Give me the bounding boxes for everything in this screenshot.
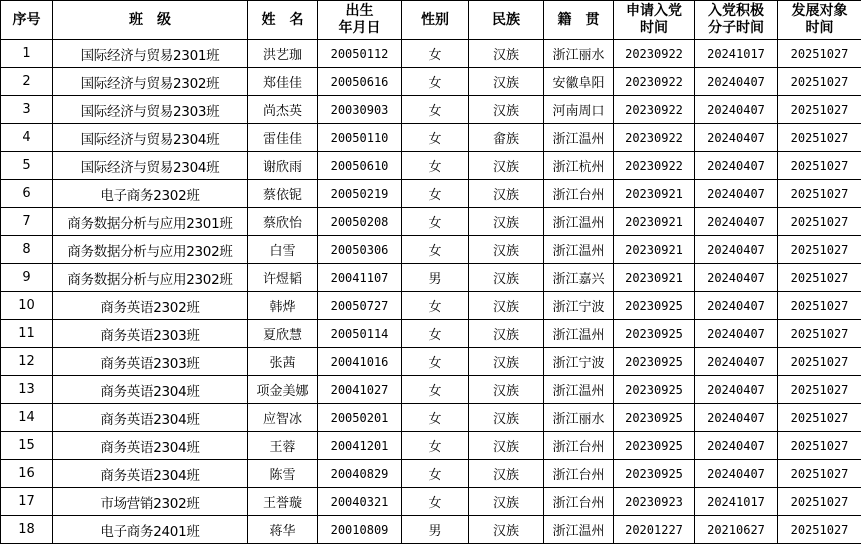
- header-activist-line1: 入党积极: [708, 3, 764, 19]
- table-row: [1, 376, 861, 404]
- cell-ethnicity: 汉族: [469, 516, 544, 544]
- cell-birth: 20050201: [318, 404, 402, 432]
- cell-gender: 女: [402, 208, 469, 236]
- cell-index: 17: [1, 488, 53, 516]
- cell-gender: 女: [402, 96, 469, 124]
- cell-activist-date: 20240407: [695, 432, 778, 460]
- cell-develop-date: 20251027: [778, 348, 861, 376]
- cell-gender: 女: [402, 152, 469, 180]
- cell-ethnicity: 汉族: [469, 376, 544, 404]
- header-apply: [614, 1, 695, 40]
- cell-origin: 浙江温州: [544, 208, 614, 236]
- table-row: [1, 404, 861, 432]
- cell-name: 许煜韬: [248, 264, 318, 292]
- cell-birth: 20050110: [318, 124, 402, 152]
- cell-apply-date: 20230922: [614, 124, 695, 152]
- cell-activist-date: 20240407: [695, 376, 778, 404]
- cell-class: 国际经济与贸易2303班: [53, 96, 248, 124]
- cell-apply-date: 20230922: [614, 152, 695, 180]
- cell-index: 14: [1, 404, 53, 432]
- cell-name: 谢欣雨: [248, 152, 318, 180]
- table-row: [1, 180, 861, 208]
- cell-name: 蒋华: [248, 516, 318, 544]
- cell-apply-date: 20230922: [614, 96, 695, 124]
- cell-index: 6: [1, 180, 53, 208]
- cell-ethnicity: 汉族: [469, 68, 544, 96]
- cell-name: 郑佳佳: [248, 68, 318, 96]
- table-row: [1, 208, 861, 236]
- cell-origin: 浙江温州: [544, 236, 614, 264]
- cell-ethnicity: 汉族: [469, 180, 544, 208]
- cell-index: 5: [1, 152, 53, 180]
- cell-gender: 女: [402, 404, 469, 432]
- cell-ethnicity: 汉族: [469, 292, 544, 320]
- cell-birth: 20050306: [318, 236, 402, 264]
- cell-birth: 20041107: [318, 264, 402, 292]
- cell-index: 1: [1, 40, 53, 68]
- cell-apply-date: 20230922: [614, 40, 695, 68]
- cell-ethnicity: 畲族: [469, 124, 544, 152]
- cell-origin: 浙江丽水: [544, 404, 614, 432]
- cell-gender: 男: [402, 264, 469, 292]
- cell-gender: 男: [402, 516, 469, 544]
- cell-class: 国际经济与贸易2304班: [53, 152, 248, 180]
- cell-birth: 20050610: [318, 152, 402, 180]
- cell-birth: 20041201: [318, 432, 402, 460]
- cell-index: 13: [1, 376, 53, 404]
- header-gender: 性别: [402, 1, 469, 40]
- header-index: 序号: [1, 1, 53, 40]
- cell-birth: 20050219: [318, 180, 402, 208]
- cell-activist-date: 20240407: [695, 292, 778, 320]
- cell-ethnicity: 汉族: [469, 40, 544, 68]
- cell-gender: 女: [402, 40, 469, 68]
- cell-develop-date: 20251027: [778, 264, 861, 292]
- cell-develop-date: 20251027: [778, 180, 861, 208]
- cell-name: 雷佳佳: [248, 124, 318, 152]
- cell-gender: 女: [402, 348, 469, 376]
- header-develop: [778, 1, 861, 40]
- cell-name: 应智冰: [248, 404, 318, 432]
- cell-develop-date: 20251027: [778, 40, 861, 68]
- cell-origin: 浙江台州: [544, 460, 614, 488]
- cell-origin: 浙江温州: [544, 124, 614, 152]
- table-row: [1, 488, 861, 516]
- cell-class: 市场营销2302班: [53, 488, 248, 516]
- cell-ethnicity: 汉族: [469, 236, 544, 264]
- header-activist: [695, 1, 778, 40]
- cell-index: 16: [1, 460, 53, 488]
- cell-apply-date: 20230925: [614, 292, 695, 320]
- cell-apply-date: 20230921: [614, 208, 695, 236]
- cell-ethnicity: 汉族: [469, 320, 544, 348]
- cell-gender: 女: [402, 320, 469, 348]
- table-row: [1, 40, 861, 68]
- cell-birth: 20040829: [318, 460, 402, 488]
- cell-ethnicity: 汉族: [469, 460, 544, 488]
- cell-apply-date: 20230921: [614, 264, 695, 292]
- table-row: [1, 68, 861, 96]
- cell-origin: 浙江台州: [544, 432, 614, 460]
- table-row: [1, 516, 861, 544]
- cell-activist-date: 20240407: [695, 208, 778, 236]
- cell-ethnicity: 汉族: [469, 152, 544, 180]
- cell-develop-date: 20251027: [778, 124, 861, 152]
- cell-gender: 女: [402, 180, 469, 208]
- cell-class: 电子商务2302班: [53, 180, 248, 208]
- header-apply-line1: 申请入党: [626, 3, 682, 19]
- cell-activist-date: 20240407: [695, 348, 778, 376]
- cell-apply-date: 20230925: [614, 320, 695, 348]
- cell-birth: 20050208: [318, 208, 402, 236]
- cell-apply-date: 20230925: [614, 460, 695, 488]
- cell-class: 商务英语2303班: [53, 348, 248, 376]
- header-birth: [318, 1, 402, 40]
- cell-develop-date: 20251027: [778, 236, 861, 264]
- cell-activist-date: 20240407: [695, 152, 778, 180]
- cell-apply-date: 20230921: [614, 236, 695, 264]
- cell-origin: 浙江温州: [544, 516, 614, 544]
- cell-activist-date: 20240407: [695, 68, 778, 96]
- cell-apply-date: 20230922: [614, 68, 695, 96]
- cell-apply-date: 20230925: [614, 348, 695, 376]
- cell-develop-date: 20251027: [778, 320, 861, 348]
- cell-ethnicity: 汉族: [469, 96, 544, 124]
- cell-origin: 浙江温州: [544, 376, 614, 404]
- cell-activist-date: 20210627: [695, 516, 778, 544]
- cell-index: 12: [1, 348, 53, 376]
- cell-gender: 女: [402, 124, 469, 152]
- cell-develop-date: 20251027: [778, 516, 861, 544]
- header-class: 班 级: [53, 1, 248, 40]
- cell-index: 2: [1, 68, 53, 96]
- cell-origin: 浙江宁波: [544, 348, 614, 376]
- cell-class: 商务数据分析与应用2301班: [53, 208, 248, 236]
- cell-birth: 20050727: [318, 292, 402, 320]
- cell-gender: 女: [402, 376, 469, 404]
- table-row: [1, 152, 861, 180]
- cell-name: 夏欣慧: [248, 320, 318, 348]
- cell-class: 商务英语2304班: [53, 460, 248, 488]
- cell-develop-date: 20251027: [778, 404, 861, 432]
- cell-name: 白雪: [248, 236, 318, 264]
- header-birth-line1: 出生: [345, 3, 374, 19]
- header-origin: 籍 贯: [544, 1, 614, 40]
- header-name: 姓 名: [248, 1, 318, 40]
- cell-class: 商务数据分析与应用2302班: [53, 236, 248, 264]
- table-row: [1, 264, 861, 292]
- header-develop-line1: 发展对象: [791, 3, 848, 19]
- table-row: [1, 292, 861, 320]
- cell-index: 10: [1, 292, 53, 320]
- cell-index: 3: [1, 96, 53, 124]
- table-row: [1, 320, 861, 348]
- cell-ethnicity: 汉族: [469, 208, 544, 236]
- cell-activist-date: 20240407: [695, 460, 778, 488]
- cell-index: 11: [1, 320, 53, 348]
- cell-activist-date: 20240407: [695, 124, 778, 152]
- cell-birth: 20050114: [318, 320, 402, 348]
- cell-birth: 20050616: [318, 68, 402, 96]
- cell-activist-date: 20241017: [695, 40, 778, 68]
- cell-develop-date: 20251027: [778, 152, 861, 180]
- cell-class: 国际经济与贸易2304班: [53, 124, 248, 152]
- table-row: [1, 460, 861, 488]
- header-row: [1, 1, 861, 40]
- cell-name: 项金美娜: [248, 376, 318, 404]
- cell-index: 7: [1, 208, 53, 236]
- header-apply-line2: 时间: [640, 20, 668, 36]
- table-body: [1, 40, 861, 544]
- cell-activist-date: 20241017: [695, 488, 778, 516]
- cell-gender: 女: [402, 236, 469, 264]
- cell-gender: 女: [402, 460, 469, 488]
- cell-index: 4: [1, 124, 53, 152]
- cell-birth: 20041016: [318, 348, 402, 376]
- table-row: [1, 236, 861, 264]
- header-birth-line2: 年月日: [338, 20, 381, 36]
- cell-name: 韩烨: [248, 292, 318, 320]
- cell-origin: 浙江宁波: [544, 292, 614, 320]
- cell-index: 8: [1, 236, 53, 264]
- cell-apply-date: 20230925: [614, 376, 695, 404]
- header-activist-line2: 分子时间: [708, 20, 764, 36]
- cell-origin: 浙江台州: [544, 180, 614, 208]
- cell-name: 张茜: [248, 348, 318, 376]
- cell-name: 王誉璇: [248, 488, 318, 516]
- header-ethnicity: 民族: [469, 1, 544, 40]
- cell-class: 国际经济与贸易2302班: [53, 68, 248, 96]
- cell-ethnicity: 汉族: [469, 488, 544, 516]
- cell-class: 国际经济与贸易2301班: [53, 40, 248, 68]
- cell-index: 9: [1, 264, 53, 292]
- table-row: [1, 124, 861, 152]
- cell-origin: 浙江杭州: [544, 152, 614, 180]
- cell-name: 洪艺珈: [248, 40, 318, 68]
- cell-develop-date: 20251027: [778, 292, 861, 320]
- cell-activist-date: 20240407: [695, 96, 778, 124]
- cell-origin: 安徽阜阳: [544, 68, 614, 96]
- cell-origin: 浙江台州: [544, 488, 614, 516]
- cell-ethnicity: 汉族: [469, 348, 544, 376]
- cell-develop-date: 20251027: [778, 68, 861, 96]
- cell-birth: 20041027: [318, 376, 402, 404]
- cell-birth: 20040321: [318, 488, 402, 516]
- cell-birth: 20030903: [318, 96, 402, 124]
- cell-gender: 女: [402, 68, 469, 96]
- cell-develop-date: 20251027: [778, 432, 861, 460]
- cell-origin: 浙江嘉兴: [544, 264, 614, 292]
- cell-class: 商务英语2303班: [53, 320, 248, 348]
- cell-origin: 浙江温州: [544, 320, 614, 348]
- cell-apply-date: 20230925: [614, 432, 695, 460]
- cell-birth: 20050112: [318, 40, 402, 68]
- cell-index: 18: [1, 516, 53, 544]
- cell-apply-date: 20230921: [614, 180, 695, 208]
- cell-gender: 女: [402, 292, 469, 320]
- cell-activist-date: 20240407: [695, 236, 778, 264]
- cell-activist-date: 20240407: [695, 404, 778, 432]
- cell-develop-date: 20251027: [778, 208, 861, 236]
- cell-develop-date: 20251027: [778, 96, 861, 124]
- cell-class: 商务数据分析与应用2302班: [53, 264, 248, 292]
- cell-ethnicity: 汉族: [469, 432, 544, 460]
- cell-develop-date: 20251027: [778, 460, 861, 488]
- cell-name: 蔡依铌: [248, 180, 318, 208]
- cell-ethnicity: 汉族: [469, 264, 544, 292]
- cell-origin: 浙江丽水: [544, 40, 614, 68]
- cell-gender: 女: [402, 488, 469, 516]
- cell-apply-date: 20201227: [614, 516, 695, 544]
- table-row: [1, 96, 861, 124]
- cell-ethnicity: 汉族: [469, 404, 544, 432]
- cell-name: 蔡欣怡: [248, 208, 318, 236]
- cell-name: 陈雪: [248, 460, 318, 488]
- cell-class: 电子商务2401班: [53, 516, 248, 544]
- cell-origin: 河南周口: [544, 96, 614, 124]
- cell-name: 王蓉: [248, 432, 318, 460]
- cell-birth: 20010809: [318, 516, 402, 544]
- table-row: [1, 432, 861, 460]
- cell-class: 商务英语2302班: [53, 292, 248, 320]
- cell-index: 15: [1, 432, 53, 460]
- cell-class: 商务英语2304班: [53, 404, 248, 432]
- cell-activist-date: 20240407: [695, 320, 778, 348]
- cell-activist-date: 20240407: [695, 264, 778, 292]
- cell-gender: 女: [402, 432, 469, 460]
- cell-develop-date: 20251027: [778, 376, 861, 404]
- cell-class: 商务英语2304班: [53, 376, 248, 404]
- header-develop-line2: 时间: [805, 20, 834, 36]
- cell-develop-date: 20251027: [778, 488, 861, 516]
- cell-apply-date: 20230923: [614, 488, 695, 516]
- cell-class: 商务英语2304班: [53, 432, 248, 460]
- table-row: [1, 348, 861, 376]
- cell-activist-date: 20240407: [695, 180, 778, 208]
- cell-apply-date: 20230925: [614, 404, 695, 432]
- cell-name: 尚杰英: [248, 96, 318, 124]
